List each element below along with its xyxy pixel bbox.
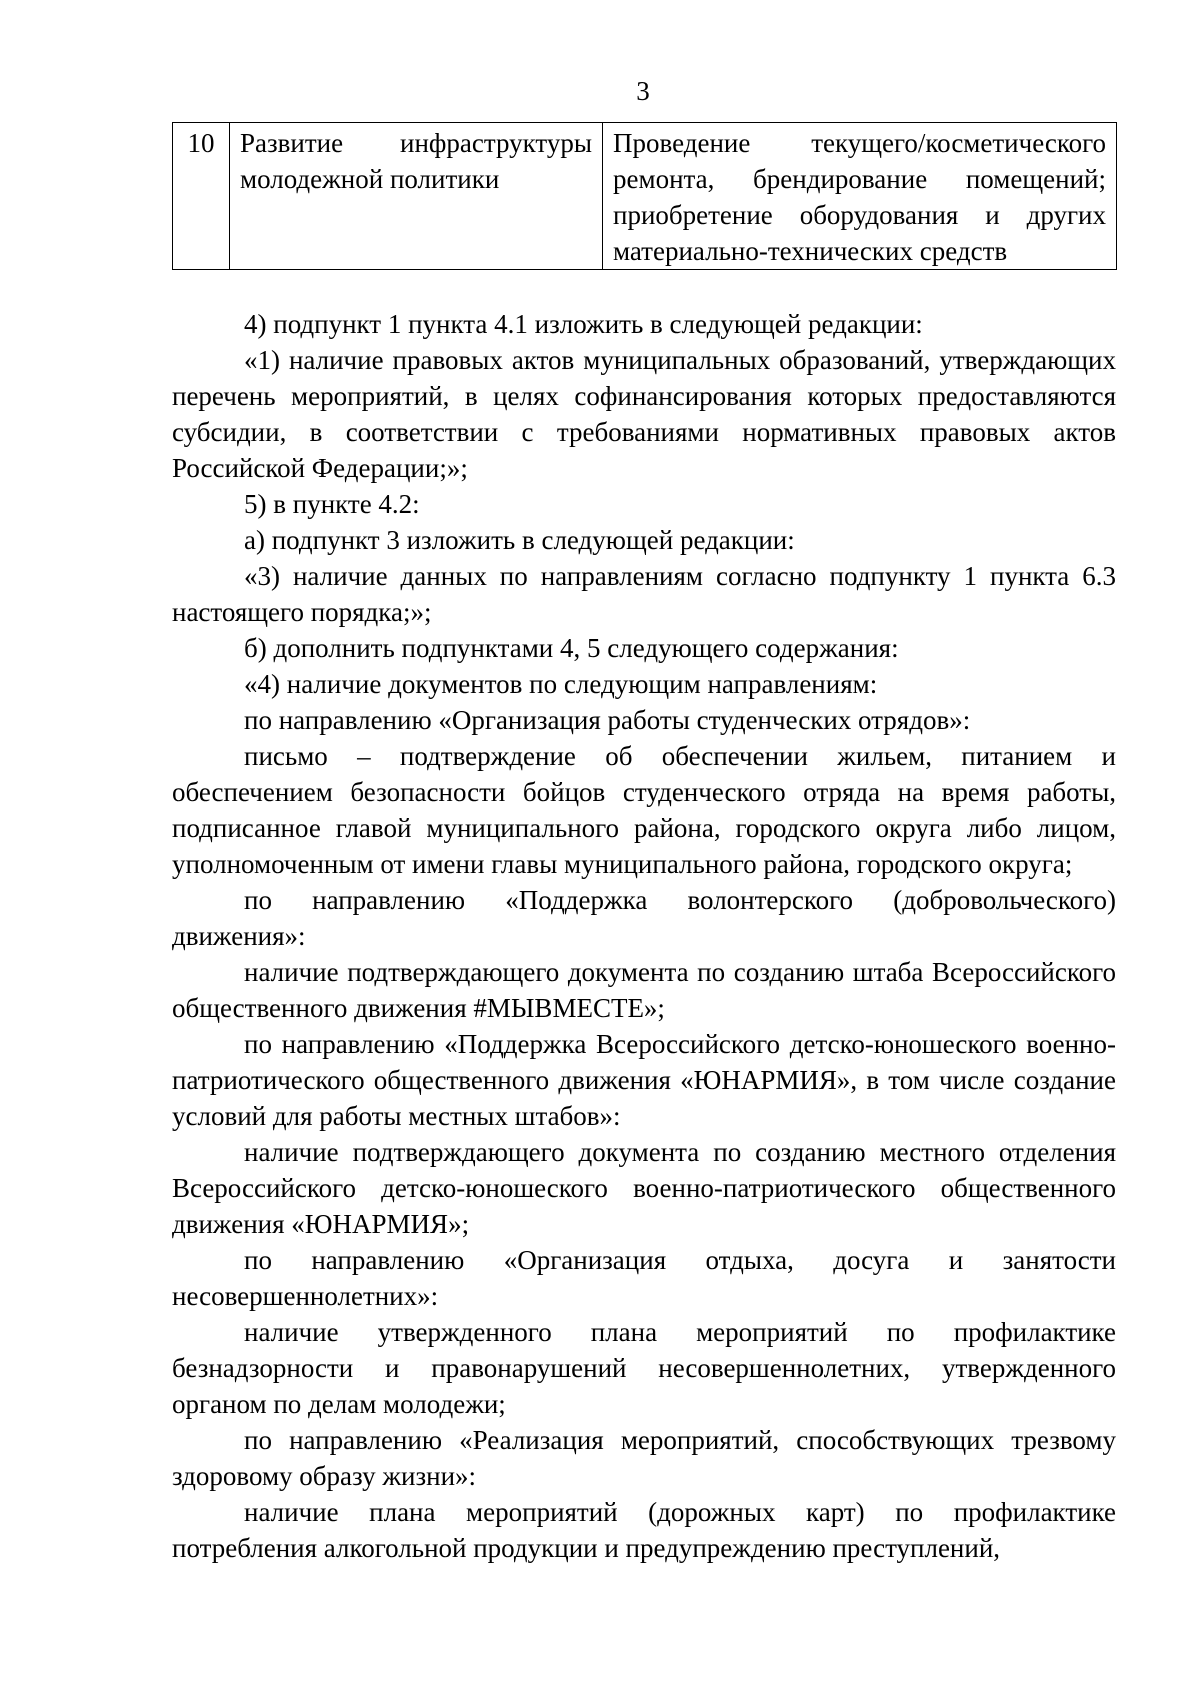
paragraph-student-teams-requirement: письмо – подтверждение об обеспечении жильем, питанием и обеспечением безопасности бойцов студенческого отряда на время работы, подписанное главой муниципального района, городского округа либо лицом, уполномоченным от имени главы муниципального района, городского округа; [172, 741, 1116, 879]
paragraph-subitem-3-text: «3) наличие данных по направлениям согласно подпункту 1 пункта 6.3 настоящего порядка;»; [172, 561, 1116, 627]
paragraph-subitem-4-intro: «4) наличие документов по следующим направлениям: [244, 669, 878, 699]
paragraph-direction-minors-leisure: по направлению «Организация отдыха, досуга и занятости несовершеннолетних»: [172, 1245, 1116, 1311]
table-row [173, 123, 1117, 270]
paragraph-direction-yunarmiya: по направлению «Поддержка Всероссийского детско-юношеского военно-патриотического общественного движения «ЮНАРМИЯ», в том числе создание условий для работы местных штабов»: [172, 1029, 1116, 1131]
direction-cell: Развитие инфраструктуры молодежной политики [230, 123, 603, 270]
paragraph-sober-lifestyle-requirement: наличие плана мероприятий (дорожных карт) по профилактике потребления алкогольной продукции и предупреждению преступлений, [172, 1497, 1116, 1563]
measures-cell: Проведение текущего/косметического ремонта, брендирование помещений; приобретение оборудования и других материально-технических средств [603, 123, 1117, 270]
paragraph-yunarmiya-requirement: наличие подтверждающего документа по созданию местного отделения Всероссийского детско-юношеского военно-патриотического общественного движения «ЮНАРМИЯ»; [172, 1137, 1116, 1239]
paragraph-b-heading: б) дополнить подпунктами 4, 5 следующего содержания: [244, 633, 899, 663]
paragraph-item-5-heading: 5) в пункте 4.2: [244, 489, 420, 519]
paragraph-subitem-1-text: «1) наличие правовых актов муниципальных образований, утверждающих перечень мероприятий, в целях софинансирования которых предоставляются субсидии, в соответствии с требованиями нормативных правовых актов Российской Федерации;»; [172, 345, 1116, 483]
paragraph-item-4-heading: 4) подпункт 1 пункта 4.1 изложить в следующей редакции: [244, 309, 923, 339]
amendment-text [172, 306, 1116, 1566]
paragraph-direction-volunteers: по направлению «Поддержка волонтерского (добровольческого) движения»: [172, 885, 1116, 951]
row-number-cell: 10 [173, 123, 230, 270]
directions-table [172, 122, 1117, 270]
page-number: 3 [636, 76, 650, 106]
paragraph-direction-student-teams: по направлению «Организация работы студенческих отрядов»: [244, 705, 971, 735]
paragraph-direction-sober-lifestyle: по направлению «Реализация мероприятий, способствующих трезвому здоровому образу жизни»: [172, 1425, 1116, 1491]
paragraph-minors-leisure-requirement: наличие утвержденного плана мероприятий по профилактике безнадзорности и правонарушений несовершеннолетних, утвержденного органом по делам молодежи; [172, 1317, 1116, 1419]
paragraph-volunteers-requirement: наличие подтверждающего документа по созданию штаба Всероссийского общественного движения #МЫВМЕСТЕ»; [172, 957, 1116, 1023]
paragraph-a-heading: а) подпункт 3 изложить в следующей редакции: [244, 525, 795, 555]
